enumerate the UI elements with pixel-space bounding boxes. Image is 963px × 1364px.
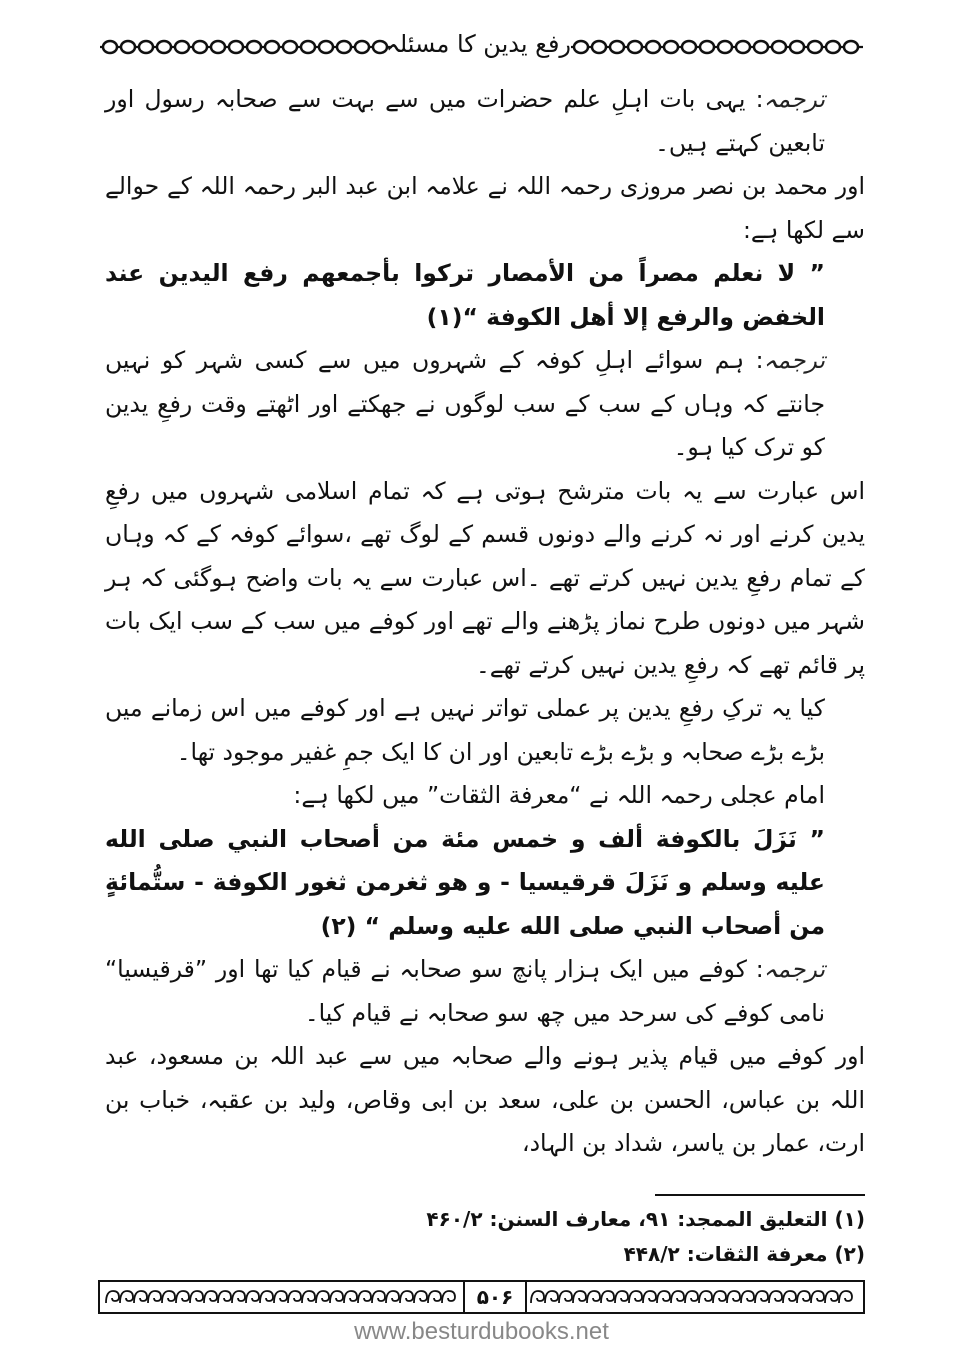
translation-tag: ترجمہ <box>763 346 825 374</box>
arabic-quote-2: ” نَزَلَ بالكوفة ألف و خمس مئة من أصحاب النبي صلى الله عليه وسلم و نَزَلَ قرقيسيا - و هو ثغرمن ثغور الكوفة - ستُّمائةٍ من أصحاب النبي صلى الله عليه وسلم “ (۲) <box>105 824 825 940</box>
page-body <box>105 78 865 1166</box>
footnote-2: (۲) معرفة الثقات: ۴۴۸/۲ <box>623 1242 865 1266</box>
page-footer <box>98 1280 865 1314</box>
paragraph-translation-3 <box>105 948 865 1035</box>
page-number: ۵۰۶ <box>463 1282 527 1312</box>
paragraph-analysis: اس عبارت سے یہ بات مترشح ہوتی ہے کہ تمام اسلامی شہروں میں رفعِ یدین کرنے اور نہ کرنے والے دونوں قسم کے لوگ تھے ،سوائے کوفہ کے کہ وہاں کے تمام رفعِ یدین نہیں کرتے تھے ۔اس عبارت سے یہ بات واضح ہوگئی کہ ہر شہر میں دونوں طرح نماز پڑھنے والے تھے اور کوفے میں سب کے سب ایک بات پر قائم تھے کہ رفعِ یدین نہیں کرتے تھے۔ <box>105 476 865 679</box>
paragraph-companions: اور کوفے میں قیام پذیر ہونے والے صحابہ میں سے عبد اللہ بن مسعود، عبد اللہ بن عباس، الحسن بن علی، سعد بن ابی وقاص، ولید بن عقبہ، خباب بن ارت، عمار بن یاسر، شداد بن الہاد، <box>105 1042 865 1157</box>
website-watermark: www.besturdubooks.net <box>354 1318 609 1345</box>
arabic-quote-1: ” لا نعلم مصراً من الأمصار تركوا بأجمعهم رفع اليدين عند الخفض والرفع إلا أهل الكوفة “(۱) <box>105 259 825 331</box>
paragraph-translation-2 <box>105 339 865 470</box>
translation-tag: ترجمہ <box>763 955 825 983</box>
translation-tag: ترجمہ <box>763 85 825 113</box>
footnote-divider <box>655 1194 865 1196</box>
paragraph-question: کیا یہ ترکِ رفعِ یدین پر عملی تواتر نہیں ہے اور کوفے میں اس زمانے میں بڑے بڑے صحابہ و بڑے بڑے تابعین اور ان کا ایک جمِ غفیر موجود تھا۔ <box>105 694 825 766</box>
ornament-chain-icon <box>571 36 863 58</box>
paragraph-intro: اور محمد بن نصر مروزی رحمہ اللہ نے علامہ ابن عبد البر رحمہ اللہ کے حوالے سے لکھا ہے: <box>105 172 865 244</box>
paragraph-ijli: امام عجلی رحمہ اللہ نے “معرفة الثقات” میں لکھا ہے: <box>293 781 825 809</box>
paragraph-text: : کوفے میں ایک ہزار پانچ سو صحابہ نے قیام کیا تھا اور ”قرقیسیا“ نامی کوفے کی سرحد میں چھ سو صحابہ نے قیام کیا۔ <box>105 955 825 1027</box>
ornament-band-icon <box>104 1286 457 1308</box>
paragraph-translation-1 <box>105 78 865 165</box>
running-title: رفع یدین کا مسئلہ <box>385 30 571 58</box>
footnote-1: (۱) التعليق الممجد: ۹۱، معارف السنن: ۴۶۰/۲ <box>426 1207 865 1231</box>
ornament-chain-icon <box>100 36 392 58</box>
ornament-band-icon <box>529 1286 859 1308</box>
page-header <box>100 28 863 68</box>
paragraph-text: : ہم سوائے اہلِ کوفہ کے شہروں میں سے کسی شہر کو نہیں جانتے کہ وہاں کے سب کے سب لوگوں نے جھکتے اور اٹھتے وقت رفعِ یدین کو ترک کیا ہو۔ <box>105 346 825 461</box>
paragraph-text: : یہی بات اہلِ علم حضرات میں سے بہت سے صحابہ رسول اور تابعین کہتے ہیں۔ <box>105 85 825 157</box>
